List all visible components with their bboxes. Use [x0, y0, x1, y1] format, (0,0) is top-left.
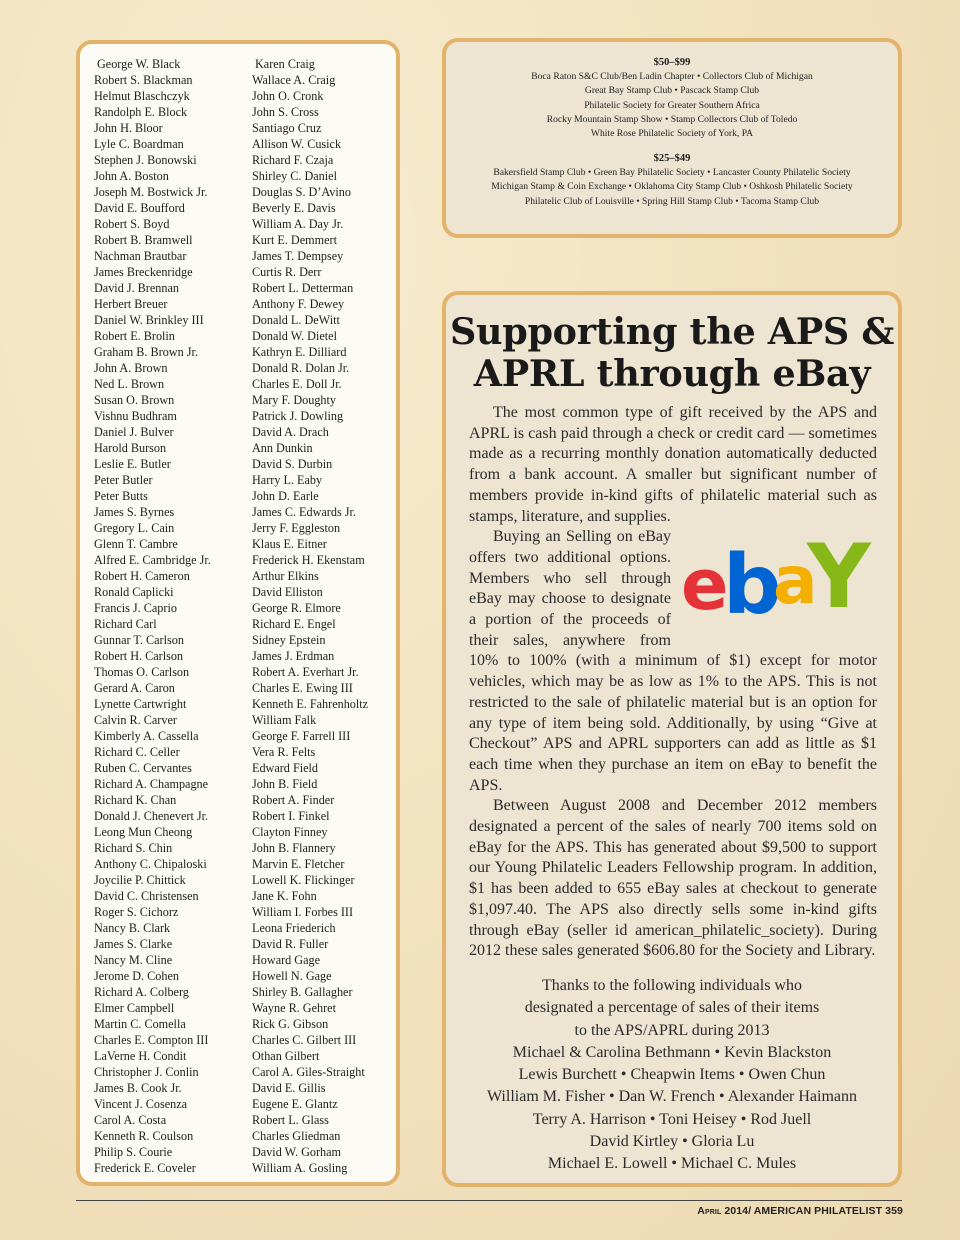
donor-name: David R. Fuller — [252, 937, 329, 951]
donor-name: Nancy B. Clark — [94, 921, 171, 935]
donor-name: John A. Boston — [94, 169, 169, 183]
thanks-names-line: Lewis Burchett • Cheapwin Items • Owen Chun — [518, 1066, 826, 1084]
donor-name: John A. Brown — [94, 361, 168, 375]
donor-name: John B. Field — [252, 777, 318, 791]
donor-name: Martin C. Comella — [94, 1017, 186, 1031]
donor-name: Ruben C. Cervantes — [94, 761, 192, 775]
donor-name: James S. Byrnes — [94, 505, 175, 519]
ebay-logo-letter-a: a — [773, 542, 818, 620]
donor-name: Charles C. Gilbert III — [252, 1033, 357, 1047]
donor-name: Vera R. Felts — [252, 745, 316, 759]
donor-name: Charles E. Doll Jr. — [252, 377, 342, 391]
article-title — [446, 311, 898, 395]
donor-name: Gerard A. Caron — [94, 681, 175, 695]
donor-name: Eugene E. Glantz — [252, 1097, 338, 1111]
donor-name: Glenn T. Cambre — [94, 537, 178, 551]
donor-name: William A. Day Jr. — [252, 217, 344, 231]
donor-name: Harold Burson — [94, 441, 167, 455]
donor-name: George R. Elmore — [252, 601, 341, 615]
thanks-names-line: Michael E. Lowell • Michael C. Mules — [547, 1155, 797, 1173]
names-column-right — [252, 56, 402, 1176]
donor-name: John S. Cross — [252, 105, 319, 119]
donor-name: Shirley C. Daniel — [252, 169, 337, 183]
donor-name: Wallace A. Craig — [252, 73, 336, 87]
donor-name: Robert A. Finder — [252, 793, 335, 807]
donor-name: Elmer Campbell — [94, 1001, 175, 1015]
donor-name: Patrick J. Dowling — [252, 409, 344, 423]
donor-name: Ned L. Brown — [94, 377, 165, 391]
donor-name: John O. Cronk — [252, 89, 324, 103]
thanks-intro-line: designated a percentage of sales of their items — [524, 999, 820, 1017]
donor-name: George W. Black — [97, 57, 181, 71]
thanks-list — [446, 975, 898, 1176]
donor-name: Calvin R. Carver — [94, 713, 177, 727]
donor-name: David Elliston — [252, 585, 323, 599]
donor-name: William I. Forbes III — [252, 905, 354, 919]
donor-name: Kathryn E. Dilliard — [252, 345, 347, 359]
donor-name: Kenneth R. Coulson — [94, 1129, 194, 1143]
donor-name: Ann Dunkin — [252, 441, 313, 455]
footer-publication: 2014/ AMERICAN PHILATELIST — [721, 1205, 883, 1217]
donor-name: Donald R. Dolan Jr. — [252, 361, 350, 375]
club-donors-panel — [442, 38, 902, 238]
tier-line: Rocky Mountain Stamp Show • Stamp Collectors Club of Toledo — [546, 113, 798, 125]
tier-line: Michigan Stamp & Coin Exchange • Oklahoma City Stamp Club • Oshkosh Philatelic Society — [491, 181, 853, 193]
donor-name: Joycilie P. Chittick — [94, 873, 186, 887]
donor-name: Howard Gage — [252, 953, 321, 967]
donor-name: Francis J. Caprio — [94, 601, 177, 615]
donor-name: Vishnu Budhram — [94, 409, 177, 423]
donor-name: Harry L. Eaby — [252, 473, 323, 487]
donor-name: Randolph E. Block — [94, 105, 188, 119]
donor-name: Marvin E. Fletcher — [252, 857, 345, 871]
tier-line: Great Bay Stamp Club • Pascack Stamp Club — [584, 85, 760, 97]
tier-line: Bakersfield Stamp Club • Green Bay Philatelic Society • Lancaster County Philatelic Society — [493, 167, 851, 178]
donor-name: James T. Dempsey — [252, 249, 344, 263]
donor-name: Howell N. Gage — [252, 969, 332, 983]
donor-name: Donald W. Dietel — [252, 329, 337, 343]
donor-name: Graham B. Brown Jr. — [94, 345, 198, 359]
names-column-left — [94, 56, 244, 1176]
donor-name: Robert S. Boyd — [94, 217, 170, 231]
page-footer — [697, 1205, 903, 1217]
donor-name: Kenneth E. Fahrenholtz — [252, 697, 369, 711]
donor-name: David C. Christensen — [94, 889, 199, 903]
donor-name: William Falk — [252, 713, 317, 727]
donor-name: James J. Erdman — [252, 649, 335, 663]
tier-title: $25–$49 — [653, 153, 691, 164]
donor-name: David E. Boufford — [94, 201, 185, 215]
thanks-intro-line: Thanks to the following individuals who — [542, 977, 802, 994]
donor-name: James Breckenridge — [94, 265, 193, 279]
donor-name: Richard F. Czaja — [252, 153, 334, 167]
donor-name: Philip S. Courie — [94, 1145, 173, 1159]
donor-name: Peter Butler — [94, 473, 153, 487]
donor-name: Sidney Epstein — [252, 633, 326, 647]
donor-name: Richard E. Engel — [252, 617, 336, 631]
donor-name: Kimberly A. Cassella — [94, 729, 199, 743]
donor-name: Othan Gilbert — [252, 1049, 320, 1063]
donor-name: Anthony C. Chipaloski — [94, 857, 207, 871]
tier-line: Philatelic Club of Louisville • Spring Hill Stamp Club • Tacoma Stamp Club — [524, 195, 820, 207]
donor-name: David W. Gorham — [252, 1145, 342, 1159]
donor-name: Daniel J. Bulver — [94, 425, 174, 439]
donor-name: Clayton Finney — [252, 825, 328, 839]
donor-name: Jerome D. Cohen — [94, 969, 179, 983]
article-paragraph: Between August 2008 and December 2012 members designated a percent of the sales of nearly 700 items sold on eBay for the APS. This has generated about $9,500 to support our Young Philatelic Leaders Fellowship program. In addition, $1 has been added to 655 eBay sales at checkout to generate $1,097.40. The APS also directly sells some in-kind gifts through eBay (seller id american_philatelic_society). During 2012 these sales generated $606.80 for the Society and Library. — [469, 797, 877, 960]
thanks-names-line: William M. Fisher • Dan W. French • Alexander Haimann — [486, 1088, 858, 1106]
article-body — [469, 403, 877, 962]
donor-name: Daniel W. Brinkley III — [94, 313, 204, 327]
donor-name: Charles E. Ewing III — [252, 681, 353, 695]
tier-line: Philatelic Society for Greater Southern Africa — [584, 99, 760, 111]
donor-name: Richard A. Colberg — [94, 985, 189, 999]
tier-line: White Rose Philatelic Society of York, PA — [590, 128, 754, 140]
donor-name: Rick G. Gibson — [252, 1017, 329, 1031]
donor-name: David J. Brennan — [94, 281, 179, 295]
donor-name: Helmut Blaschczyk — [94, 89, 190, 103]
tier-title: $50–$99 — [653, 57, 691, 68]
donor-name: Thomas O. Carlson — [94, 665, 190, 679]
donor-name: Curtis R. Derr — [252, 265, 322, 279]
article-title-line1: Supporting the APS & — [449, 310, 895, 353]
donor-name: Shirley B. Gallagher — [252, 985, 353, 999]
donor-name: Robert I. Finkel — [252, 809, 330, 823]
donor-name: Charles E. Compton III — [94, 1033, 209, 1047]
ebay-logo-letter-b: b — [723, 538, 782, 628]
article-paragraph — [469, 527, 877, 796]
donor-name: Christopher J. Conlin — [94, 1065, 199, 1079]
donor-name: Frederick E. Coveler — [94, 1161, 196, 1175]
donor-name: Edward Field — [252, 761, 319, 775]
ebay-logo-icon — [677, 533, 877, 627]
donor-name: Ronald Caplicki — [94, 585, 174, 599]
donor-name: Leslie E. Butler — [94, 457, 171, 471]
donor-name: Klaus E. Eitner — [252, 537, 327, 551]
donor-name: Arthur Elkins — [252, 569, 319, 583]
donor-name: Kurt E. Demmert — [252, 233, 337, 247]
donor-name: John D. Earle — [252, 489, 319, 503]
donor-name: Robert E. Brolin — [94, 329, 175, 343]
donor-name: John B. Flannery — [252, 841, 336, 855]
ebay-logo-letter-e: e — [681, 544, 729, 627]
ebay-article-panel — [442, 291, 902, 1187]
donor-name: Lowell K. Flickinger — [252, 873, 355, 887]
donor-name: Richard C. Celler — [94, 745, 180, 759]
donor-name: Alfred E. Cambridge Jr. — [94, 553, 211, 567]
thanks-intro-line: to the APS/APRL during 2013 — [574, 1021, 770, 1039]
thanks-names-line: Michael & Carolina Bethmann • Kevin Blackston — [512, 1043, 832, 1061]
donor-name: James C. Edwards Jr. — [252, 505, 356, 519]
donor-name: Robert L. Glass — [252, 1113, 329, 1127]
donor-name: Richard K. Chan — [94, 793, 177, 807]
donor-name: Gregory L. Cain — [94, 521, 175, 535]
donor-name: Gunnar T. Carlson — [94, 633, 184, 647]
donor-name: Richard Carl — [94, 617, 157, 631]
donor-name: Douglas S. D’Avino — [252, 185, 351, 199]
donor-name: Santiago Cruz — [252, 121, 322, 135]
thanks-names-line: David Kirtley • Gloria Lu — [589, 1133, 755, 1151]
donor-name: William A. Gosling — [252, 1161, 348, 1175]
donor-name: James B. Cook Jr. — [94, 1081, 182, 1095]
footer-rule — [76, 1200, 902, 1201]
donor-name: Peter Butts — [94, 489, 148, 503]
donor-name: Robert A. Everhart Jr. — [252, 665, 359, 679]
donor-name: Wayne R. Gehret — [252, 1001, 336, 1015]
donor-name: Beverly E. Davis — [252, 201, 336, 215]
donor-name: Vincent J. Cosenza — [94, 1097, 188, 1111]
donor-name: Herbert Breuer — [94, 297, 168, 311]
donor-name: Robert B. Bramwell — [94, 233, 193, 247]
donor-name: Leona Friederich — [252, 921, 336, 935]
donor-name: John H. Bloor — [94, 121, 163, 135]
donor-name: Anthony F. Dewey — [252, 297, 345, 311]
donor-name: Jane K. Fohn — [252, 889, 317, 903]
donor-name: Stephen J. Bonowski — [94, 153, 197, 167]
donor-name: LaVerne H. Condit — [94, 1049, 187, 1063]
donor-name: Carol A. Giles-Straight — [252, 1065, 365, 1079]
donor-name: Robert H. Carlson — [94, 649, 184, 663]
article-paragraph-text: Buying an Selling on eBay offers two additional options. Members who sell through eBay may choose to designate a portion of the proceeds of their sales, anywhere from 10% to 100% (with a minimum of $1) except for motor vehicles, which may be as low as 1% to the APS. This is not restricted to the sale of philatelic material but is an option for any type of item being sold. Additionally, by using “Give at Checkout” APS and APRL supporters can add as little as $1 each time when they purchase an item on eBay to benefit the APS. — [469, 528, 877, 794]
donor-name: Karen Craig — [255, 57, 315, 71]
donor-name: Mary F. Doughty — [252, 393, 336, 407]
donor-name: Robert S. Blackman — [94, 73, 193, 87]
donor-name: James S. Clarke — [94, 937, 173, 951]
donor-name: Richard S. Chin — [94, 841, 173, 855]
donor-name: Allison W. Cusick — [252, 137, 342, 151]
donor-name: Lyle C. Boardman — [94, 137, 184, 151]
donor-name: Donald L. DeWitt — [252, 313, 340, 327]
donor-name: Richard A. Champagne — [94, 777, 209, 791]
donor-name: Robert L. Detterman — [252, 281, 354, 295]
donor-name: George F. Farrell III — [252, 729, 351, 743]
donor-name: Robert H. Cameron — [94, 569, 190, 583]
donor-name: David S. Durbin — [252, 457, 333, 471]
donor-tier-25-49 — [446, 152, 898, 209]
donor-name: Donald J. Chenevert Jr. — [94, 809, 209, 823]
article-title-line2: APRL through eBay — [473, 352, 871, 395]
ebay-logo-letter-y: Y — [807, 533, 871, 628]
footer-month: April — [697, 1205, 722, 1217]
donor-name: David E. Gillis — [252, 1081, 326, 1095]
donor-names-panel — [76, 40, 400, 1186]
donor-name: Nancy M. Cline — [94, 953, 173, 967]
thanks-names-line: Terry A. Harrison • Toni Heisey • Rod Juell — [532, 1110, 812, 1128]
donor-tier-50-99 — [446, 56, 898, 141]
donor-name: Lynette Cartwright — [94, 697, 187, 711]
donor-name: David A. Drach — [252, 425, 329, 439]
donor-name: Frederick H. Ekenstam — [252, 553, 365, 567]
donor-name: Jerry F. Eggleston — [252, 521, 341, 535]
donor-name: Charles Gliedman — [252, 1129, 341, 1143]
donor-name: Leong Mun Cheong — [94, 825, 193, 839]
page-number: 359 — [885, 1205, 903, 1217]
donor-name: Nachman Brautbar — [94, 249, 187, 263]
donor-name: Susan O. Brown — [94, 393, 175, 407]
article-paragraph: The most common type of gift received by the APS and APRL is cash paid through a check or credit card — sometimes made as a recurring monthly donation automatically deducted from a bank account. A smaller but significant number of members provide in-kind gifts of philatelic material such as stamps, literature, and supplies. — [469, 404, 877, 525]
donor-name: Roger S. Cichorz — [94, 905, 179, 919]
donor-name: Joseph M. Bostwick Jr. — [94, 185, 208, 199]
tier-line: Boca Raton S&C Club/Ben Ladin Chapter • Collectors Club of Michigan — [531, 71, 813, 82]
donor-name: Carol A. Costa — [94, 1113, 167, 1127]
